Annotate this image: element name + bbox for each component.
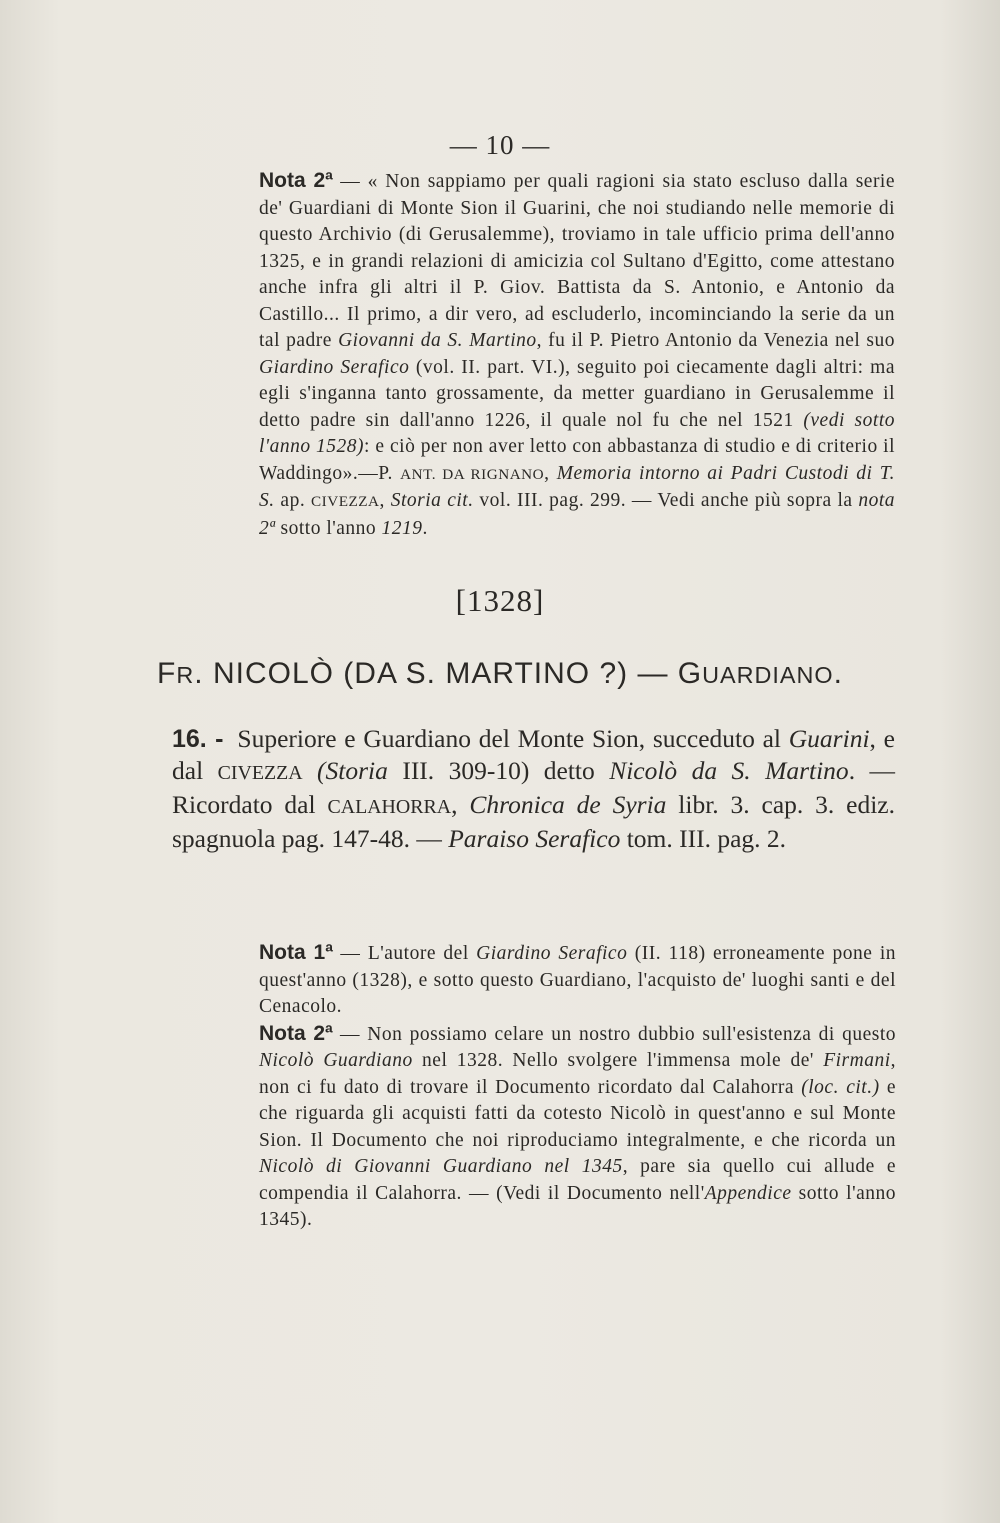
note-2-t1: Non possiamo celare un nostro dubbio sull'esistenza di questo <box>367 1023 896 1045</box>
note-1-label: Nota 1ª <box>259 941 333 964</box>
note-top-sc1: ANT. DA RIGNANO <box>400 465 545 483</box>
p16-i2: (Storia <box>317 756 388 785</box>
note-top-sc2: CIVEZZA <box>311 493 380 510</box>
note-1-dash: — <box>333 943 368 964</box>
paragraph-16-text <box>172 723 895 854</box>
note-top-i6: nota 2ª <box>259 490 896 539</box>
note-top-t7: , <box>379 490 391 511</box>
heading-g-b: UARDIANO <box>702 662 834 688</box>
p16-t3 <box>303 756 317 785</box>
note-2-t2: nel 1328. Nello svolgere l'immensa mole de' <box>412 1050 824 1071</box>
note-2-dash: — <box>332 1023 368 1045</box>
note-top-i4: Memoria intorno ai Padri Custodi di T. S. <box>259 462 895 511</box>
note-top-i1: Giovanni da S. Martino <box>338 330 537 351</box>
note-top-t1: « Non sappiamo per quali ragioni sia stato escluso dalla serie de' Guardiani di Monte Sion il Guarini, che noi studiando nelle memorie di questo Archivio (di Gerusalemme), troviamo in tale ufficio prima dell'anno 1325, e in grandi relazioni di amicizia col Sultano d'Egitto, come attestano anche infra gli altri il P. Giov. Battista da S. Antonio, e Antonio da Castillo... Il primo, a dir vero, ad escluderlo, incominciando la serie da un tal padre <box>259 171 896 351</box>
p16-i5: Paraiso Serafico <box>448 824 621 853</box>
note-2-label: Nota 2ª <box>259 1021 333 1045</box>
note-top-i3: (vedi sotto l'anno 1528) <box>259 409 895 457</box>
p16-t8: tom. III. pag. 2. <box>620 824 787 853</box>
p16-t6: , <box>451 790 470 819</box>
note-2-i2: Firmani <box>823 1050 891 1071</box>
p16-t7: libr. 3. cap. 3. ediz. spagnuola pag. 147-48. — <box>172 790 895 853</box>
note-2-t3: , non ci fu dato di trovare il Documento ricordato dal Calahorra <box>259 1050 896 1098</box>
note-top-t9: sotto l'anno <box>275 517 382 539</box>
p16-t5: . — Ricordato dal <box>172 756 895 819</box>
note-top-i5: Storia cit. <box>390 490 474 511</box>
page-number: — 10 — <box>449 130 551 160</box>
note-1-i1: Giardino Serafico <box>476 943 628 964</box>
note-2-t5: , pare sia quello cui allude e compendia il Calahorra. — (Vedi il Documento nell' <box>259 1156 896 1204</box>
p16-t1: Superiore e Guardiano del Monte Sion, succeduto al <box>237 724 789 753</box>
heading-name: . NICOLÒ (DA S. MARTINO ?) — <box>194 657 678 690</box>
note-top-t5: , <box>544 462 557 484</box>
paragraph-16 <box>172 723 895 854</box>
notes-bottom <box>215 940 896 1234</box>
note-2-i5: Appendice <box>704 1182 792 1204</box>
note-top-i2: Giardino Serafico <box>259 356 410 378</box>
note-top-dash: — <box>332 171 368 192</box>
note-top-i7: 1219 <box>381 517 423 539</box>
note-2-i1: Nicolò Guardiano <box>259 1050 413 1071</box>
note-top-t10: . <box>422 517 428 539</box>
note-top-t6: ap. <box>274 490 312 511</box>
note-top-t2: , fu il P. Pietro Antonio da Venezia nel suo <box>536 330 895 351</box>
heading-fr-b: R <box>176 662 195 688</box>
note-1-t2: (II. 118) erroneamente pone in quest'anno (1328), e sotto questo Guardiano, l'acquisto de' luoghi santi e del Cenacolo. <box>259 943 896 1017</box>
p16-t2: , e dal <box>172 724 895 785</box>
note-2-t6: sotto l'anno 1345). <box>259 1182 896 1230</box>
p16-t4: III. 309-10) detto <box>387 756 610 785</box>
note-1-t1: L'autore del <box>367 943 477 964</box>
heading-end: . <box>833 657 843 690</box>
p16-i1: Guarini <box>788 724 870 753</box>
heading-fr-a: F <box>157 657 177 690</box>
p16-sc2: CALAHORRA <box>327 796 452 818</box>
note-top-t8: vol. III. pag. 299. — Vedi anche più sopra la <box>473 490 859 511</box>
p16-sc1: CIVEZZA <box>217 762 303 784</box>
note-1 <box>215 940 896 1021</box>
p16-i3: Nicolò da S. Martino <box>609 756 849 785</box>
note-2-i3: (loc. cit.) <box>801 1076 880 1098</box>
year-heading: [1328] <box>455 583 545 618</box>
note-top-t4: : e ciò per non aver letto con abbastanza di studio e di criterio il Waddingo».—P. <box>259 436 895 484</box>
note-top <box>215 168 895 542</box>
note-top-text <box>215 168 895 542</box>
note-2-t4: e che riguarda gli acquisti fatti da cotesto Nicolò in quest'anno e sul Monte Sion. Il Documento che noi riproduciamo integralmente, e che ricorda un <box>259 1076 896 1151</box>
note-top-label: Nota 2ª <box>259 169 333 192</box>
note-top-t3: (vol. II. part. VI.), seguito poi ciecamente dagli altri: ma egli s'inganna tanto grossamente, da metter guardiano in Gerusalemme il detto padre sin dall'anno 1226, il quale nol fu che nel 1521 <box>259 356 895 431</box>
note-2-i4: Nicolò di Giovanni Guardiano nel 1345 <box>259 1156 623 1177</box>
p16-i4: Chronica de Syria <box>469 790 667 819</box>
note-2 <box>215 1021 896 1234</box>
heading-g-a: G <box>677 657 703 690</box>
section-heading <box>0 657 1000 691</box>
paragraph-number: 16. - <box>172 725 224 753</box>
